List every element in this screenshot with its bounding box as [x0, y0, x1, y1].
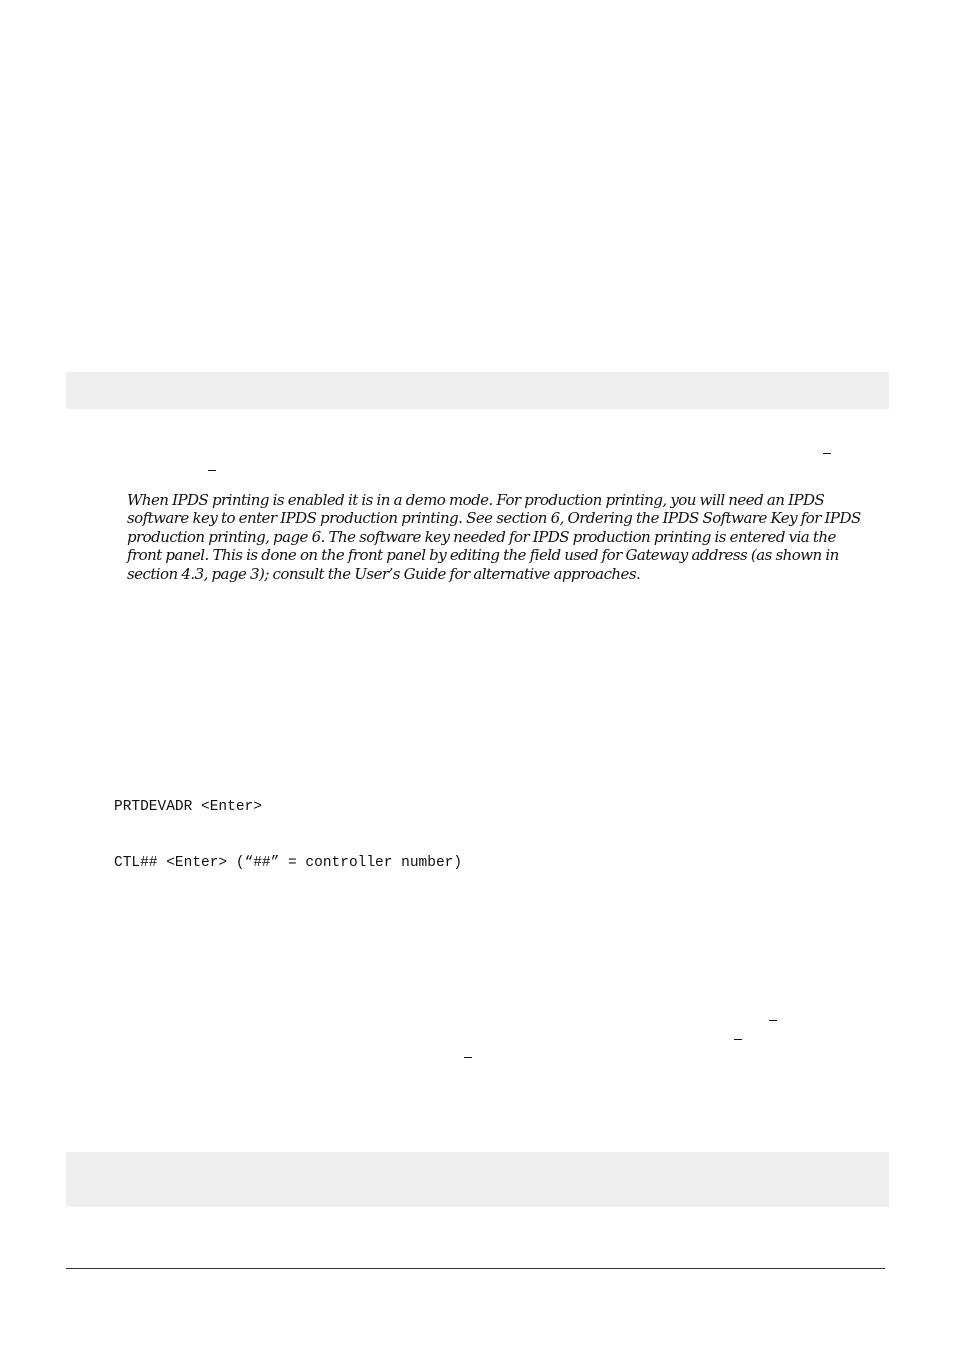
note-line: software key to enter IPDS production printing. See section 6, Ordering the IPDS Software Key for IPDS	[127, 509, 861, 528]
text-fragment-mark	[769, 1020, 777, 1021]
ipds-demo-mode-note	[127, 491, 887, 583]
note-line: section 4.3, page 3); consult the User’s Guide for alternative approaches.	[127, 564, 641, 583]
section-heading-band	[66, 1152, 889, 1207]
note-line: front panel. This is done on the front panel by editing the field used for Gateway address (as shown in	[127, 546, 839, 565]
command-prtdevadr: PRTDEVADR <Enter>	[114, 799, 262, 815]
note-line: When IPDS printing is enabled it is in a demo mode. For production printing, you will need an IPDS	[127, 491, 825, 509]
text-fragment-mark	[823, 453, 831, 454]
text-fragment-mark	[464, 1057, 472, 1058]
footer-rule	[66, 1268, 885, 1269]
text-fragment-mark	[734, 1039, 742, 1040]
command-ctl: CTL## <Enter> (“##” = controller number)	[114, 855, 463, 871]
text-fragment-mark	[208, 470, 216, 471]
note-line: production printing, page 6. The software key needed for IPDS production printing is entered via the	[127, 527, 836, 546]
section-heading-band	[66, 372, 889, 409]
